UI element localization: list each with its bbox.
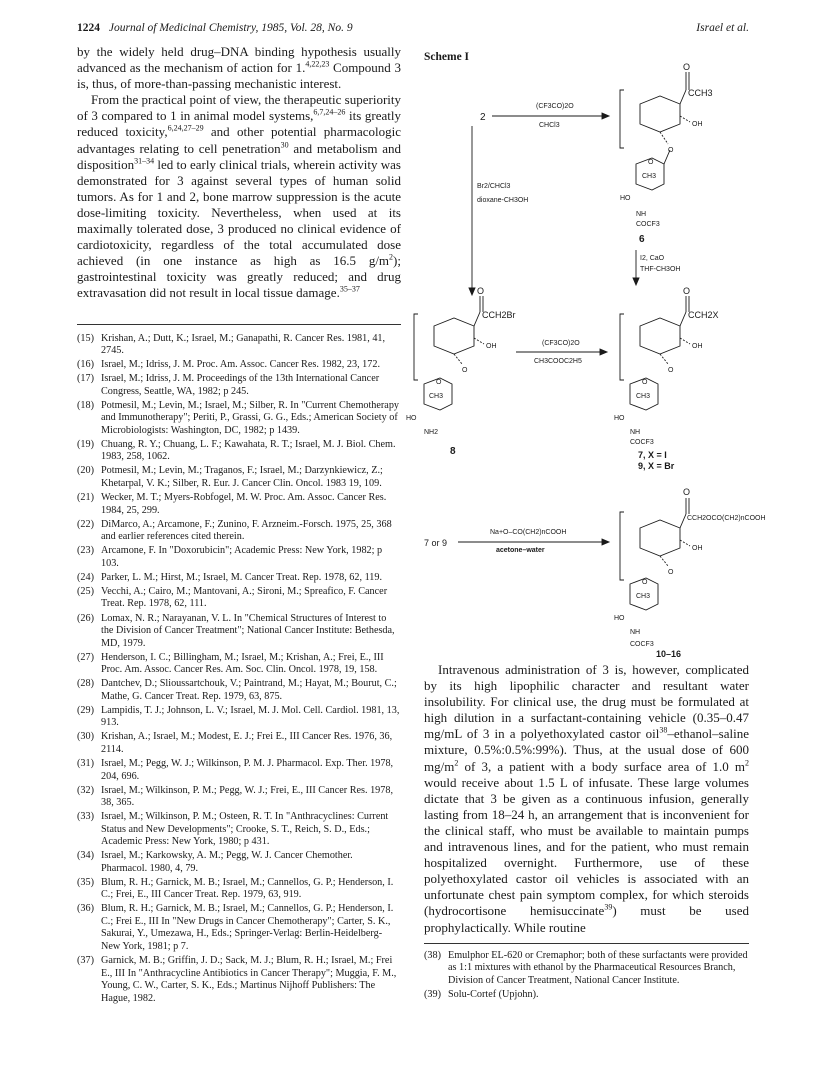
atom-label: O [642, 579, 648, 586]
bond [660, 132, 668, 144]
group-label: NH2 [424, 429, 439, 436]
atom-label: O [683, 487, 691, 497]
arrow1-reagent: (CF3CO)2O [536, 103, 574, 110]
references-divider [77, 324, 401, 325]
scheme-title: Scheme I [424, 51, 470, 63]
group-label: OH [692, 545, 703, 552]
arrow1-solvent: CHCl3 [539, 122, 560, 129]
reference [77, 678, 401, 703]
arrow3-reagent: I2, CaO [640, 255, 665, 262]
reference [77, 758, 401, 783]
reference-text: Potmesil, M.; Levin, M.; Israel, M.; Silber, R. In "Current Chemotherapy and Immunotherapy"; Periti, P., Grassi, G. G., Eds.; American Society of Microbiologists: Washington, DC, 1982; p 1439. [101, 399, 400, 436]
reference-text: Garnick, M. B.; Griffin, J. D.; Sack, M. J.; Blum, R. H.; Israel, M.; Frei E., III In "Anthracycline Antibiotics in Cancer Therapy"; Muggia, F. M., Young, C. W., Carter, S. K., Eds.; Martinus Nijhoff Publishers: The Hague, 1982. [101, 955, 397, 1004]
scheme-drawing [424, 468, 766, 659]
reference [77, 731, 401, 756]
references-list [77, 333, 401, 1006]
reference [77, 572, 401, 585]
bracket [414, 314, 418, 380]
bond [660, 354, 668, 364]
group-label: NH [636, 211, 647, 218]
bond [660, 556, 668, 566]
arrow5-solvent: acetone–water [496, 547, 545, 554]
footnotes-list [424, 950, 749, 1002]
group-label: CH3 [642, 173, 657, 180]
atom-label: O [683, 62, 691, 72]
reference-number: (37) [77, 955, 94, 967]
group-label: OH [486, 343, 497, 350]
footnotes-divider [424, 943, 749, 944]
bracket [620, 90, 624, 148]
group-label: CCH3 [688, 88, 713, 98]
running-authors: Israel et al. [696, 22, 749, 34]
atom-label: O [648, 159, 654, 166]
atom-label: O [668, 367, 674, 374]
reference-text: DiMarco, A.; Arcamone, F.; Zunino, F. Arzneim.-Forsch. 1975, 25, 368 and earlier references cited therein. [101, 518, 392, 543]
compound-7-9-structure [614, 286, 719, 471]
reference [77, 373, 401, 398]
group-label: OH [692, 121, 703, 128]
footnote [424, 950, 749, 988]
reference [77, 439, 401, 464]
atom-label: O [668, 147, 674, 154]
group-label: CCH2Br [482, 310, 516, 320]
reference-number: (27) [77, 651, 94, 663]
footnote-number: (38) [424, 949, 441, 961]
reference-text: Lampidis, T. J.; Johnson, L. V.; Israel, M. J. Mol. Cell. Cardiol. 1981, 13, 913. [101, 704, 400, 729]
reference-text: Dantchev, D.; Slioussartchouk, V.; Paintrand, M.; Hayat, M.; Bourut, C.; Mathe, G. Cancer Treat. Rep. 1979, 63, 875. [101, 678, 397, 702]
bond [680, 338, 690, 344]
reference-text: Blum, R. H.; Garnick, M. B.; Israel, M.; Cannellos, G. P.; Henderson, I. C.; Frei E., III In "New Drugs in Cancer Chemotherapy"; Carter, S. K., Sakurai, Y., Umezawa, H., Eds.; Springer-Verlag: Berlin-Heidelberg-New York, 1981; p 7. [101, 903, 394, 952]
reference [77, 811, 401, 849]
compound-6-structure [620, 62, 713, 245]
compound-8-structure [406, 286, 516, 457]
atom-label: O [683, 286, 691, 296]
ring [434, 318, 474, 354]
group-label: HO [620, 195, 631, 202]
reference [77, 903, 401, 953]
compound-10-16-label: 10–16 [656, 649, 682, 659]
footnote-text: Solu-Cortef (Upjohn). [448, 988, 539, 1000]
group-label: HO [406, 415, 417, 422]
compound-9-label: 9, X = Br [638, 461, 675, 471]
reference-text: Parker, L. M.; Hirst, M.; Israel, M. Cancer Treat. Rep. 1978, 62, 119. [101, 571, 383, 583]
left-column [77, 44, 401, 1007]
reference-number: (36) [77, 903, 94, 915]
reference-text: Henderson, I. C.; Billingham, M.; Israel, M.; Krishan, A.; Frei, E., III Proc. Am. Assoc. Cancer Res. Am. Soc. Clin. Oncol. 1978, 19, 158. [101, 651, 384, 676]
atom-label: O [477, 286, 485, 296]
arrow-head [602, 539, 609, 545]
footnote [424, 989, 749, 1002]
group-label: CH3 [636, 393, 651, 400]
reference-text: Krishan, A.; Dutt, K.; Israel, M.; Ganapathi, R. Cancer Res. 1981, 41, 2745. [101, 332, 386, 356]
bond [680, 116, 690, 122]
scheme-drawing [406, 60, 749, 471]
arrow2-solvent: dioxane-CH3OH [477, 197, 529, 204]
atom-label: O [668, 569, 674, 576]
arrow2-reagent: Br2/CHCl3 [477, 183, 511, 190]
arrow4-solvent: CH3COOC2H5 [534, 358, 582, 365]
compound-7-label: 7, X = I [638, 450, 667, 460]
reference-text: Arcamone, F. In "Doxorubicin"; Academic Press: New York, 1982; p 103. [101, 545, 383, 569]
bond [664, 150, 670, 164]
compound-8-label: 8 [450, 446, 456, 457]
reference-text: Israel, M.; Idriss, J. M. Proceedings of the 13th International Cancer Congress, Seattle, WA, 1982; p 245. [101, 373, 380, 397]
arrow3-solvent: THF-CH3OH [640, 266, 681, 273]
reference [77, 850, 401, 875]
reference-number: (19) [77, 438, 94, 450]
reference-text: Lomax, N. R.; Narayanan, V. L. In "Chemical Structures of Interest to the Division of Cancer Treatment"; National Cancer Institute: Bethesda, MD, 1979. [101, 612, 395, 649]
bond [680, 312, 686, 326]
reference-text: Potmesil, M.; Levin, M.; Traganos, F.; Israel, M.; Darzynkiewicz, Z.; Khetarpal, V. K.; Silber, R. Eur. J. Cancer Clin. Oncol. 1983 19, 109. [101, 465, 383, 489]
reference-number: (34) [77, 850, 94, 862]
bond [474, 312, 480, 326]
reference-number: (21) [77, 492, 94, 504]
reference-text: Wecker, M. T.; Myers-Robfogel, M. W. Proc. Am. Assoc. Cancer Res. 1984, 25, 299. [101, 492, 387, 516]
arrow-head [602, 113, 609, 119]
arrow4-reagent: (CF3CO)2O [542, 340, 580, 347]
left-body-text [77, 44, 401, 302]
reference-text: Israel, M.; Wilkinson, P. M.; Osteen, R. T. In "Anthracyclines: Current Status and New Developments"; Crooke, S. T., Reich, S. D., Eds.; Academic Press: New York, 1980; p 431. [101, 811, 389, 848]
reference [77, 333, 401, 358]
reference [77, 586, 401, 611]
bracket [620, 314, 624, 380]
bond [454, 354, 462, 364]
reference [77, 545, 401, 570]
reaction-scheme [406, 60, 749, 471]
reference-number: (35) [77, 876, 94, 888]
bracket [620, 512, 624, 580]
group-label: CCH2OCO(CH2)nCOOH [687, 515, 766, 522]
reference-text: Krishan, A.; Israel, M.; Modest, E. J.; Frei E., III Cancer Res. 1976, 36, 2114. [101, 731, 393, 755]
arrow-head [469, 288, 475, 295]
bond [680, 90, 686, 104]
group-label: OH [692, 343, 703, 350]
reference-number: (24) [77, 571, 94, 583]
group-label: NH [630, 429, 641, 436]
reference [77, 359, 401, 372]
ring [640, 520, 680, 556]
starting-compounds: 7 or 9 [424, 538, 448, 548]
group-label: CCH2X [688, 310, 719, 320]
reference-text: Vecchi, A.; Cairo, M.; Mantovani, A.; Sironi, M.; Spreafico, F. Cancer Treat. Rep. 1978, 62, 111. [101, 585, 388, 610]
reference-text: Israel, M.; Idriss, J. M. Proc. Am. Assoc. Cancer Res. 1982, 23, 172. [101, 359, 381, 371]
reference-number: (31) [77, 758, 94, 769]
group-label: COCF3 [630, 641, 654, 648]
compound-10-16-structure [614, 487, 766, 648]
paragraph: From the practical point of view, the therapeutic superiority of 3 compared to 1 in animal model systems,$^{6,7,24-26}$ its greatly reduced toxicity,$^{6,24,27-29}$ and other potential pharmacologic advantages relating to cell penetration$^{30}$ and metabolism and disposition$^{31-34}$ led to early clinical trials, wherein activity was demonstrated for 3 against several types of human solid tumors. As for 1 and 2, bone marrow suppression is the acute dose-limiting toxicity. Nevertheless, when used at its maximally tolerated dose, 3 produced no clinical evidence of cardiotoxicity, regardless of the total accumulated dose achieved (in one instance as high as 16.5 $g/m^2$); gastrointestinal toxicity was greatly reduced; and drug extravasation did not result in local tissue damage.$^{35-37}$ [77, 92, 402, 301]
ring [640, 96, 680, 132]
reference-number: (29) [77, 704, 94, 716]
reference [77, 613, 401, 651]
reference-number: (26) [77, 612, 94, 624]
right-body-text [424, 662, 749, 936]
atom-label: O [642, 379, 648, 386]
ring [640, 318, 680, 354]
reference [77, 465, 401, 490]
bond [680, 514, 686, 528]
bond [474, 338, 484, 344]
arrow-head [633, 278, 639, 285]
reference [77, 652, 401, 677]
reference [77, 519, 401, 544]
reaction-scheme-part-2 [424, 468, 766, 659]
reference-number: (28) [77, 678, 94, 690]
reference [77, 400, 401, 438]
reference-text: Blum, R. H.; Garnick, M. B.; Israel, M.; Cannellos, G. P.; Henderson, I. C.; Frei, E., III Cancer Treat. Rep. 1979, 63, 919. [101, 876, 394, 901]
atom-label: O [462, 367, 468, 374]
compound-2-label: 2 [480, 112, 486, 123]
paragraph: Intravenous administration of 3 is, however, complicated by its high lipophilic character and resultant water insolubility. For clinical use, the drug must be formulated at high dilution in a surfactant-containing vehicle (0.35–0.47 mg/mL of 3 in a polyethoxylated castor oil$^{38}$–ethanol–saline mixture, 0.5%:0.5%:99%). Thus, at the usual dose of 600 $mg/m^2$ of 3, a patient with a body surface area of 1.0 $m^2$ would receive about 1.5 L of infusate. These large volumes dictate that 3 be given as a continuous infusion, generally lasting from 18–24 h, an arrangement that is inconvenient for the clinical staff, who must be available to maintain pumps and intravenous lines, and for the patient, who must remain hospitalized overnight. Furthermore, use of these polyethoxylated castor oil vehicles is associated with an unfortunate chest pain symptom complex, for which steroids (hydrocortisone hemisuccinate$^{39}$) must be used prophylactically. While routine [424, 662, 749, 935]
group-label: NH [630, 629, 641, 636]
group-label: CH3 [636, 593, 651, 600]
paragraph: by the widely held drug–DNA binding hypothesis usually advanced as the mechanism of action for 1.$^{4,22,23}$ Compound 3 is, thus, of more-than-passing mechanistic interest. [77, 44, 401, 92]
arrow-head [600, 349, 607, 355]
group-label: HO [614, 415, 625, 422]
reference [77, 955, 401, 1005]
reference-number: (22) [77, 518, 94, 530]
reference-number: (30) [77, 731, 94, 743]
reference-number: (23) [77, 545, 94, 557]
reference [77, 785, 401, 810]
reference-number: (32) [77, 784, 94, 796]
right-column [424, 662, 749, 1003]
atom-label: O [436, 379, 442, 386]
bond [680, 540, 690, 546]
reference-number: (20) [77, 465, 94, 477]
reference-number: (17) [77, 373, 94, 385]
reference-text: Israel, M.; Wilkinson, P. M.; Pegg, W. J.; Frei, E., III Cancer Res. 1978, 38, 365. [101, 784, 393, 809]
group-label: HO [614, 615, 625, 622]
reference-number: (18) [77, 399, 94, 411]
reference [77, 877, 401, 902]
page-header [77, 22, 749, 38]
group-label: COCF3 [636, 221, 660, 228]
reference-text: Chuang, R. Y.; Chuang, L. F.; Kawahata, R. T.; Israel, M. J. Biol. Chem. 1983, 258, 1062. [101, 438, 396, 463]
page-number: 1224 [77, 22, 100, 34]
journal-citation: Journal of Medicinal Chemistry, 1985, Vol. 28, No. 9 [108, 22, 353, 34]
footnote-number: (39) [424, 988, 441, 1000]
compound-6-label: 6 [639, 234, 645, 245]
reference-number: (15) [77, 332, 94, 344]
group-label: COCF3 [630, 439, 654, 446]
reference-text: Israel, M.; Pegg, W. J.; Wilkinson, P. M. J. Pharmacol. Exp. Ther. 1978, 204, 696. [101, 758, 394, 782]
reference [77, 705, 401, 730]
reference-number: (33) [77, 811, 94, 823]
reference-number: (16) [77, 359, 94, 371]
arrow5-reagent: Na+O–CO(CH2)nCOOH [490, 529, 567, 536]
reference-text: Israel, M.; Karkowsky, A. M.; Pegg, W. J. Cancer Chemother. Pharmacol. 1980, 4, 79. [101, 850, 353, 874]
reference-number: (25) [77, 585, 94, 597]
group-label: CH3 [429, 393, 444, 400]
footnote-text: Emulphor EL-620 or Cremaphor; both of these surfactants were provided as 1:1 mixtures with ethanol by the Pharmaceutical Resources Branch, Division of Cancer Treatment, National Cancer Institute. [448, 949, 748, 986]
reference [77, 492, 401, 517]
